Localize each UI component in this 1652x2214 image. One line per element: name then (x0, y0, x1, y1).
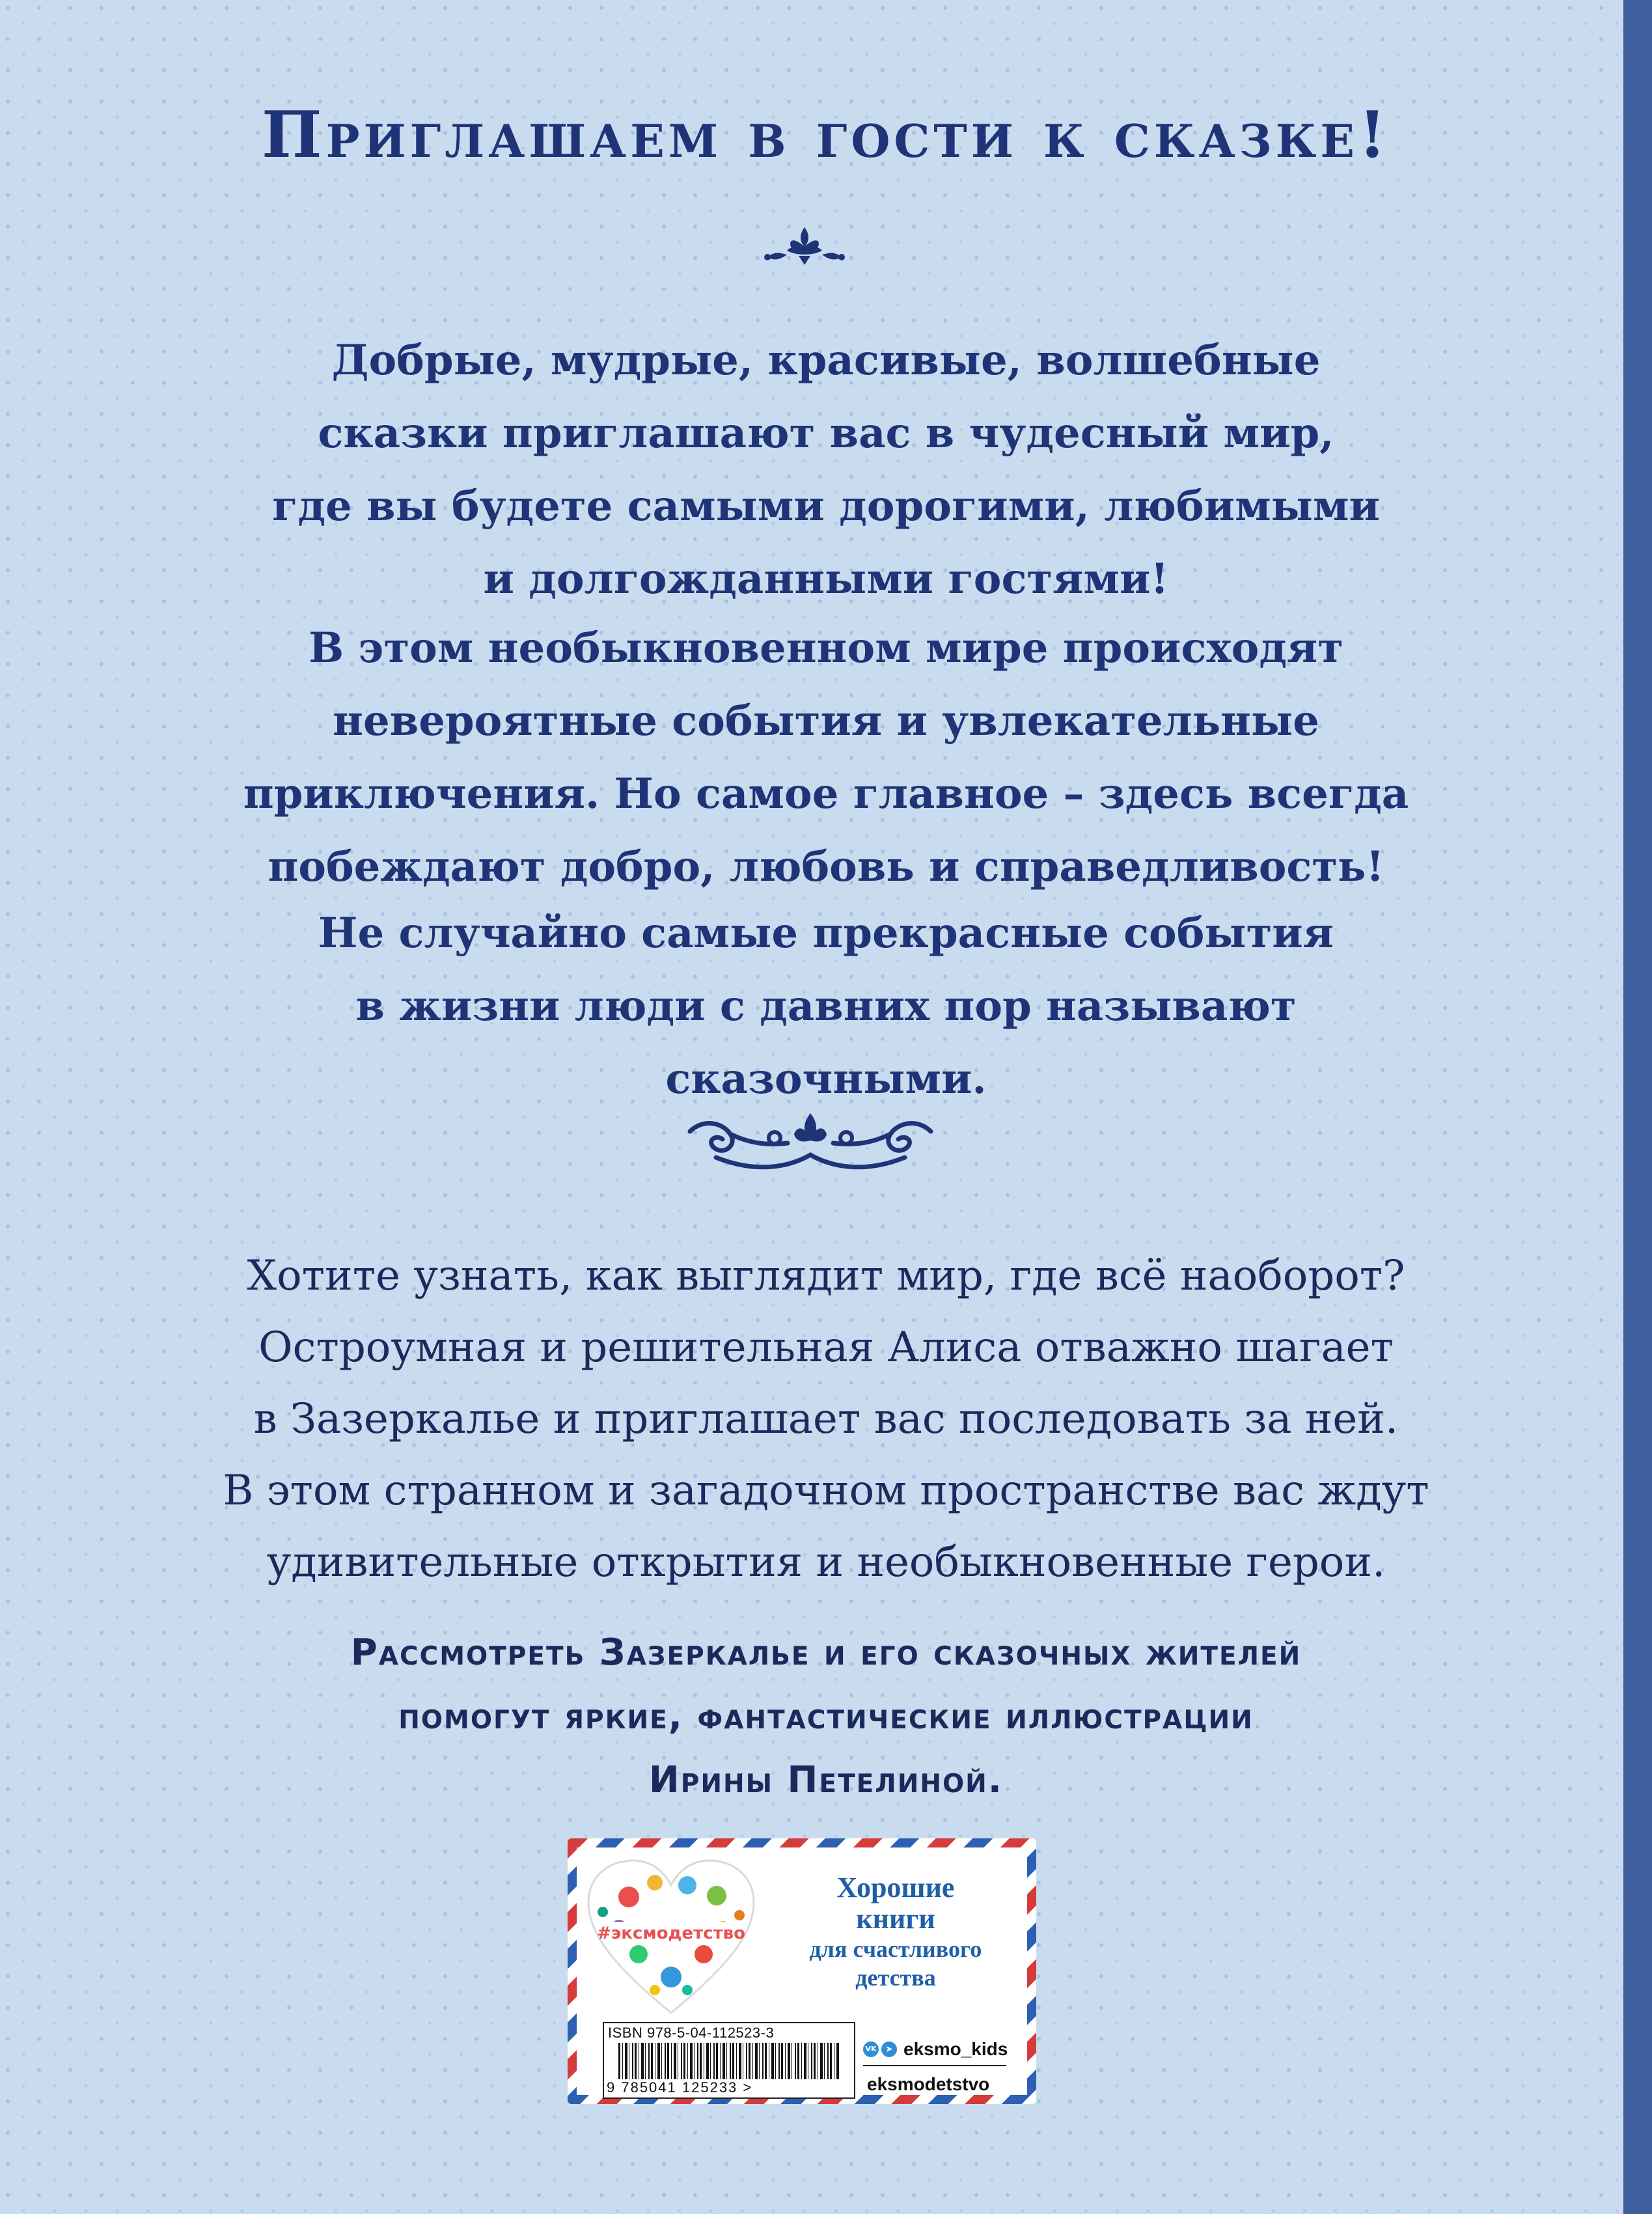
slogan-line: Хорошие (836, 1872, 955, 1903)
scroll-ornament-middle (677, 1105, 944, 1177)
page-title: Приглашаем в гости к сказке! (262, 98, 1390, 173)
story-line: В этом странном и загадочном пространстве вас ждут (223, 1467, 1429, 1515)
divider (863, 2065, 1006, 2066)
social-handle: eksmodetstvo (867, 2074, 990, 2094)
intro-line: побеждают добро, любовь и справедливость! (268, 842, 1384, 891)
intro-line: Добрые, мудрые, красивые, волшебные (331, 336, 1321, 385)
story-line: удивительные открытия и необыкновенные герои. (266, 1538, 1386, 1586)
social-links (863, 2036, 1013, 2097)
story-line: Хотите узнать, как выглядит мир, где всё наоборот? (247, 1252, 1405, 1300)
intro-line: сказки приглашают вас в чудесный мир, (318, 409, 1334, 458)
story-text (0, 1240, 1652, 1598)
intro-block (0, 324, 1652, 616)
isbn-barcode (603, 2022, 855, 2099)
slogan-line: детства (855, 1965, 936, 1991)
barcode-bars (618, 2043, 840, 2079)
story-line: Остроумная и решительная Алиса отважно шагает (258, 1323, 1394, 1372)
heart-tag-text: #эксмодетство (597, 1924, 745, 1943)
intro-line: где вы будете самыми дорогими, любимыми (272, 482, 1380, 531)
publisher-card-inner (577, 1847, 1027, 2095)
intro-line: сказочными. (665, 1055, 987, 1103)
slogan-line: для счастливого (809, 1936, 982, 1962)
slogan (772, 1872, 1019, 1992)
credit-line: помогут яркие, фантастические иллюстрации (398, 1695, 1254, 1737)
story-line: в Зазеркалье и приглашает вас последовать за ней. (253, 1395, 1399, 1443)
credit-line: Рассмотреть Зазеркалье и его сказочных жителей (350, 1631, 1302, 1674)
heart-logo (583, 1857, 759, 2019)
social-row (863, 2036, 1013, 2062)
telegram-icon: ➤ (881, 2041, 897, 2057)
intro-line: Не случайно самые прекрасные события (318, 909, 1334, 958)
intro-block (0, 612, 1652, 904)
intro-line: В этом необыкновенном мире происходят (309, 624, 1343, 672)
intro-line: и долгожданными гостями! (483, 555, 1169, 603)
publisher-card (568, 1838, 1036, 2104)
vk-icon: VK (863, 2041, 879, 2057)
intro-line: приключения. Но самое главное – здесь всегда (243, 769, 1409, 818)
credit-line: Ирины Петелиной. (648, 1759, 1004, 1801)
illustrations-credit (0, 1621, 1652, 1812)
slogan-line: книги (856, 1903, 935, 1935)
barcode-digits: 9 785041 125233 > (607, 2079, 753, 2096)
social-row (863, 2071, 1013, 2097)
intro-line: в жизни люди с давних пор называют (355, 982, 1297, 1031)
isbn-text: ISBN 978-5-04-112523-3 (608, 2025, 775, 2041)
fleuron-ornament-top (761, 225, 848, 270)
intro-block (0, 897, 1652, 1116)
intro-line: невероятные события и увлекательные (333, 697, 1319, 745)
social-handle: eksmo_kids (903, 2039, 1008, 2059)
